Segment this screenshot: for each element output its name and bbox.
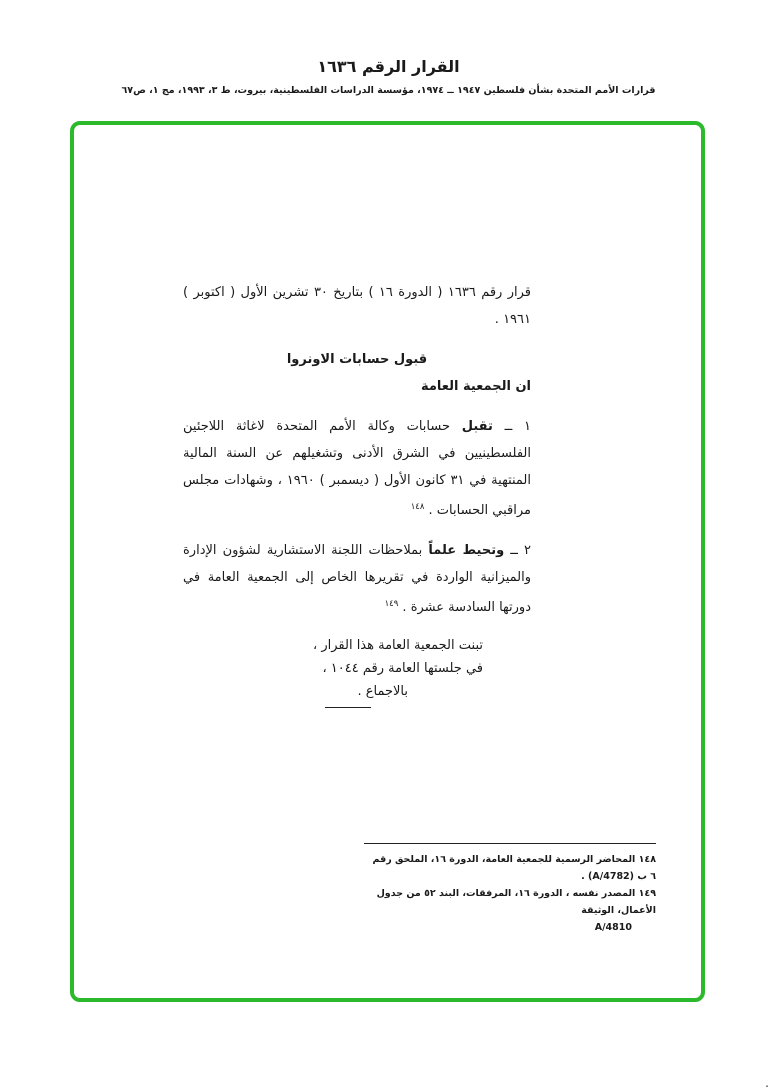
footnote-149-document: A/4810 xyxy=(594,922,632,933)
page-edge-mark: . xyxy=(765,1076,769,1090)
resolution-title: القرار الرقم ١٦٣٦ xyxy=(317,57,460,76)
resolution-body xyxy=(183,266,531,708)
paragraph-2-keyword: وتحيط علماً xyxy=(428,543,505,558)
paragraph-2-text: بملاحظات اللجنة الاستشارية لشؤون الإدارة والميزانية الواردة في تقريرها الخاص إلى الجمعية العامة في دورتها السادسة عشرة . xyxy=(183,543,531,615)
footnote-ref-149: ١٤٩ xyxy=(384,599,399,609)
adoption-line-3: بالاجماع . xyxy=(357,684,408,699)
section-title: قبول حسابات الاونروا xyxy=(286,352,428,367)
paragraph-2 xyxy=(183,537,531,621)
document-frame xyxy=(70,121,705,1002)
adoption-statement xyxy=(183,634,531,708)
opening-line: ان الجمعية العامة xyxy=(420,379,531,394)
footnotes-section xyxy=(364,843,656,936)
adoption-line-1: تبنت الجمعية العامة هذا القرار ، xyxy=(313,638,483,653)
paragraph-1 xyxy=(183,413,531,524)
adoption-line-2: في جلستها العامة رقم ١٠٤٤ ، xyxy=(322,661,483,676)
footnote-149: ١٤٩ المصدر نفسه ، الدورة ١٦، المرفقات، البند ٥٢ من جدول الأعمال، الوثيقة xyxy=(376,888,656,916)
paragraph-1-number: ١ ــ xyxy=(492,419,531,434)
resolution-intro: قرار رقم ١٦٣٦ ( الدورة ١٦ ) بتاريخ ٣٠ تشرين الأول ( اكتوبر ) ١٩٦١ . xyxy=(183,285,531,327)
footnote-148: ١٤٨ المحاضر الرسمية للجمعية العامة، الدورة ١٦، الملحق رقم ٦ ب (A/4782) . xyxy=(372,854,656,882)
closing-rule xyxy=(325,707,371,708)
paragraph-1-keyword: تقبل xyxy=(461,419,493,434)
paragraph-2-number: ٢ ــ xyxy=(504,543,531,558)
footnote-ref-148: ١٤٨ xyxy=(410,502,425,512)
page-header xyxy=(0,57,777,96)
paragraph-1-text: حسابات وكالة الأمم المتحدة لاغاثة اللاجئين الفلسطينيين في الشرق الأدنى وتشغيلهم عن السنة المالية المنتهية في ٣١ كانون الأول ( ديسمبر ) ١٩٦٠ ، وشهادات مجلس مراقبي الحسابات . xyxy=(183,419,531,518)
source-citation: قرارات الأمم المتحدة بشأن فلسطين ١٩٤٧ ــ ١٩٧٤، مؤسسة الدراسات الفلسطينية، بيروت، ط ٣، ١٩٩٣، مج ١، ص٦٧ xyxy=(121,85,656,96)
